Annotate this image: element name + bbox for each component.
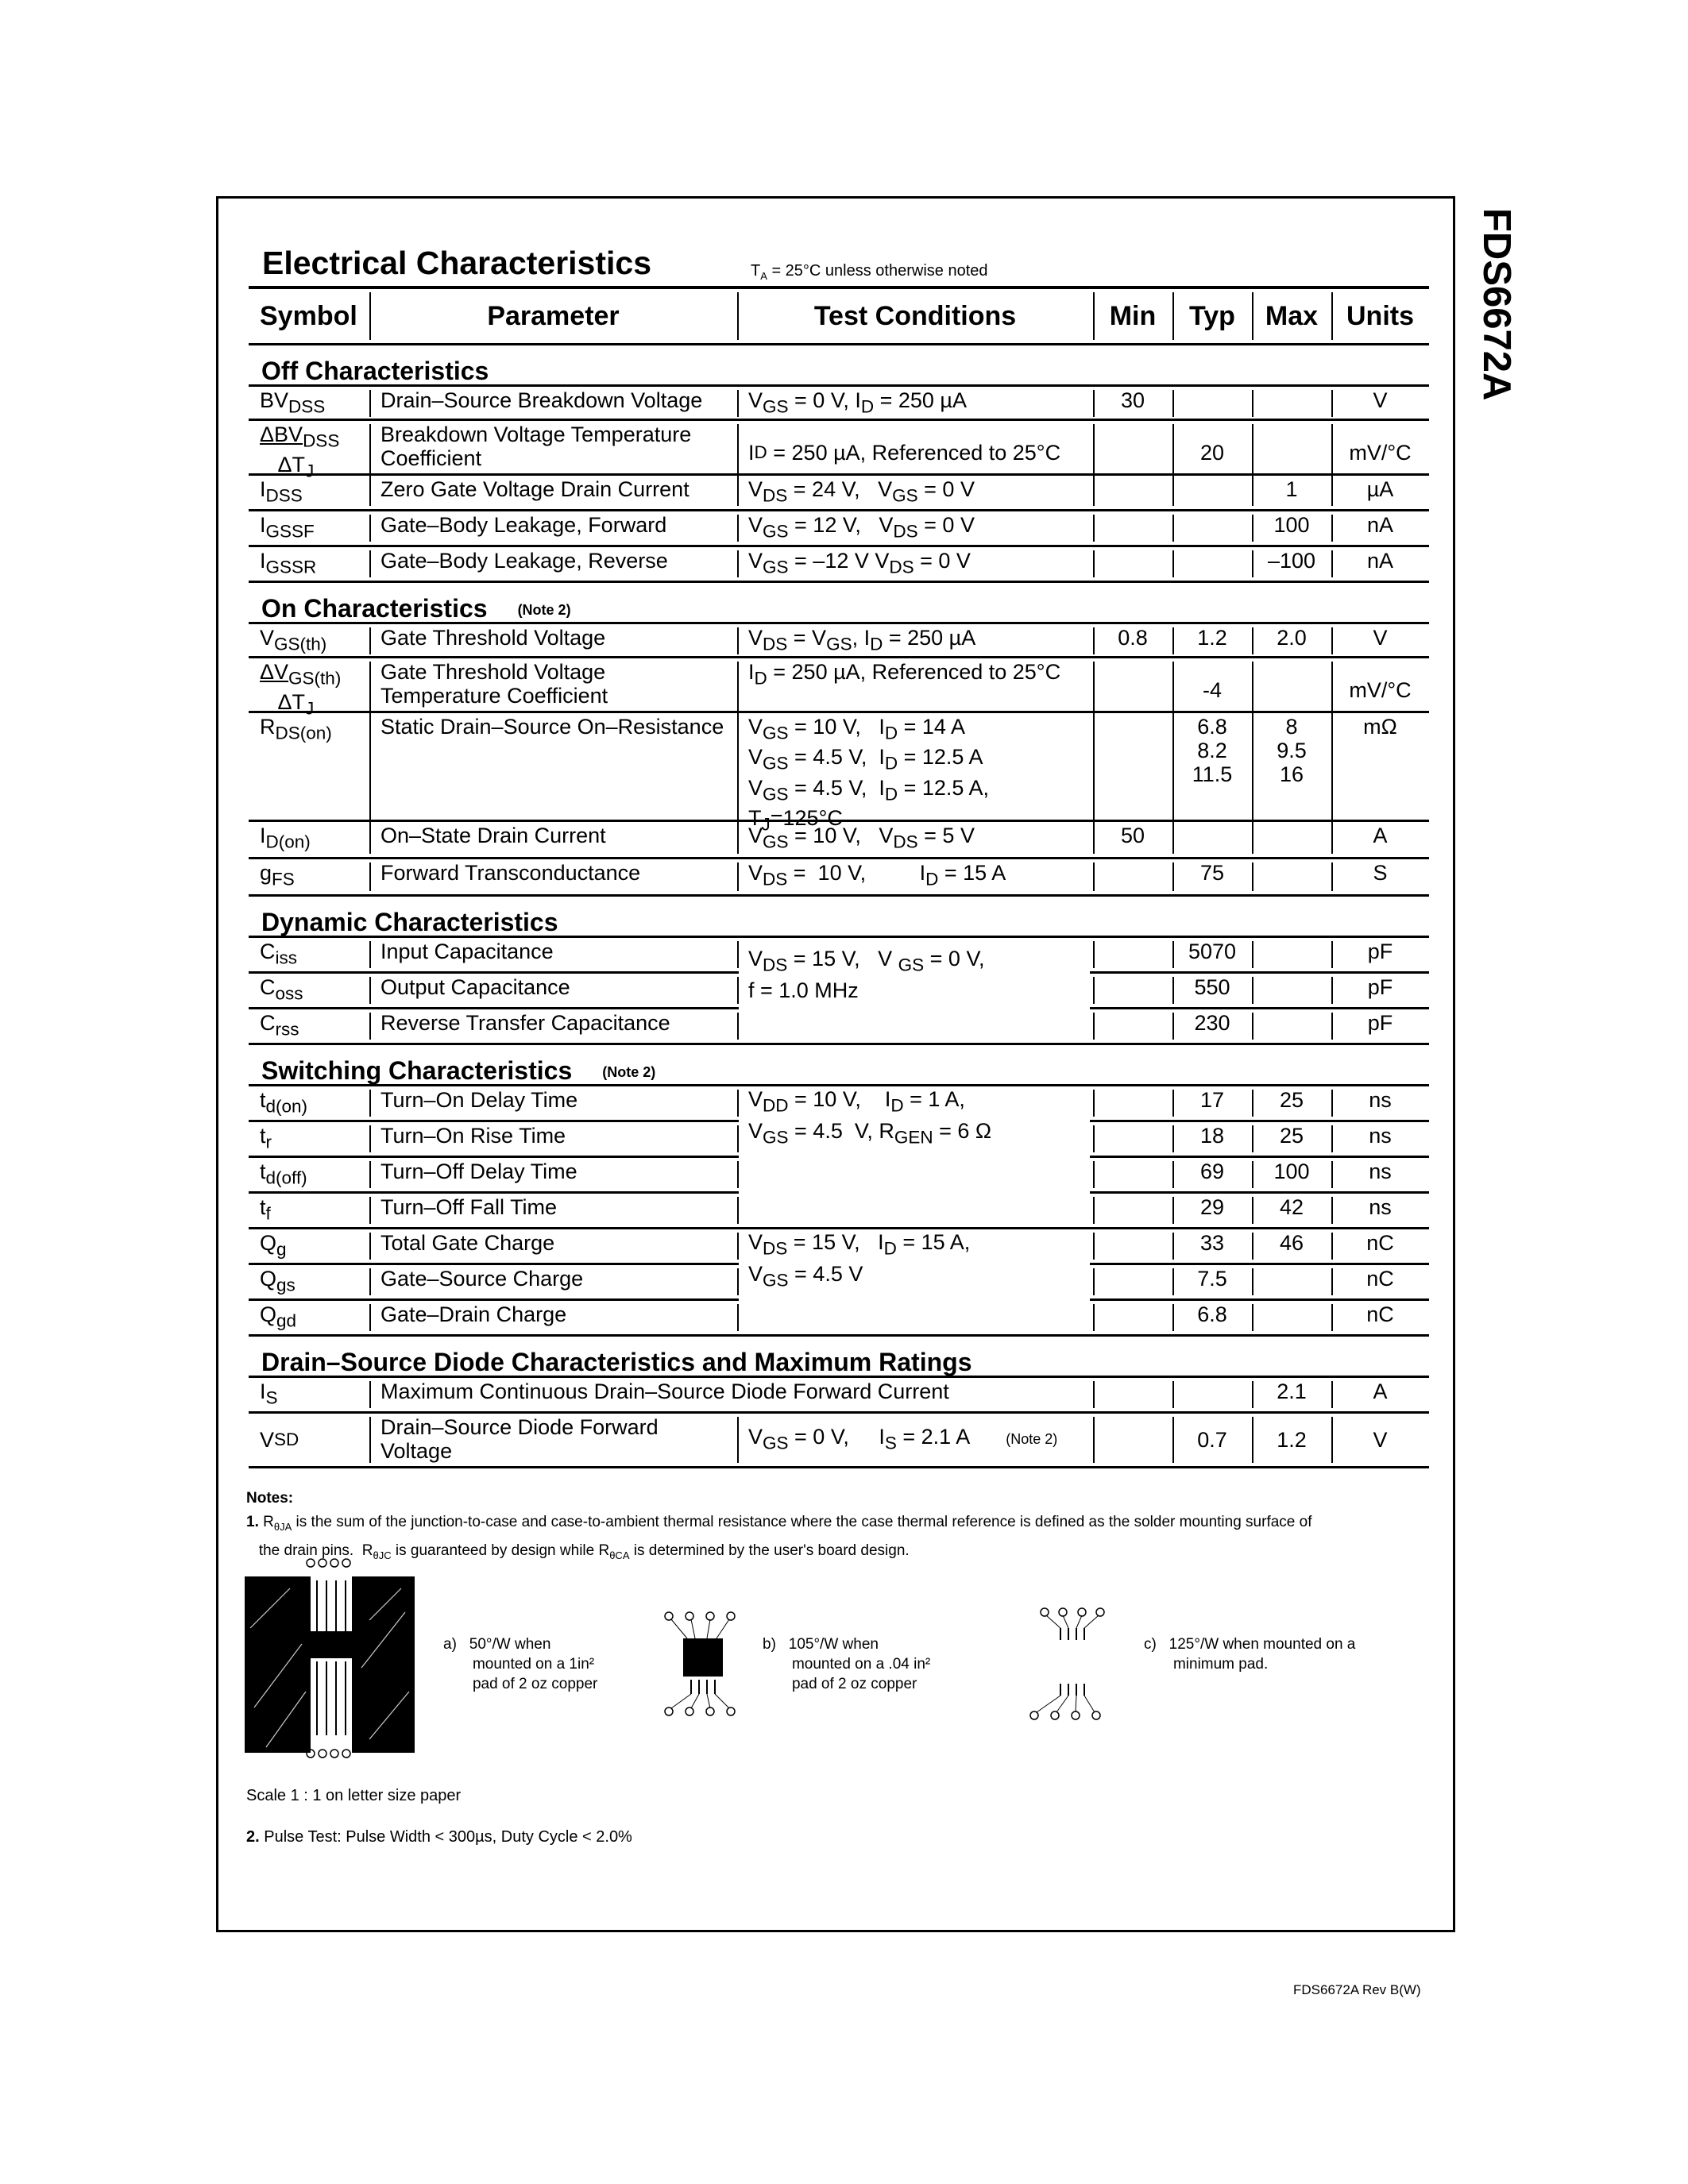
min-cell: 30 — [1093, 387, 1172, 420]
symbol-cell: $V_{GS(th)}$ — [260, 626, 327, 654]
pad-a-line: mounted on a 1in² — [472, 1656, 595, 1673]
table-row — [249, 1376, 1429, 1411]
cond-cell: $V_{GS} = -12$ V $V_{DS} = 0$ V — [737, 547, 1093, 581]
typ-cell — [1172, 387, 1252, 420]
note-2-text: Pulse Test: Pulse Width < 300µs, Duty Cycle < 2.0% — [264, 1828, 632, 1846]
pad-c-line: 125°/W when mounted on a — [1168, 1636, 1356, 1653]
cond-cell: $V_{GS} = 12$ V, $V_{DS} = 0$ V — [737, 511, 1093, 545]
param-cell: Gate Threshold Voltage — [369, 624, 737, 658]
unit-cell: A — [1331, 822, 1429, 857]
switching-conditions-1: $V_{DD} = 10$ V, $I_D = 1$ A, $V_{GS} = 4.5$ V, $R_{GEN} = 6$ Ω — [739, 1086, 1090, 1225]
min-cell — [1093, 1194, 1172, 1227]
param-cell: Maximum Continuous Drain–Source Diode Forward Current — [369, 1378, 1093, 1411]
param-cell: Turn–On Rise Time — [369, 1122, 737, 1156]
typ-cell: 18 — [1172, 1122, 1252, 1156]
symbol-cell: $I_S$ — [260, 1379, 278, 1408]
unit-cell: ns — [1331, 1122, 1429, 1156]
symbol-cell: $I_{DSS}$ — [260, 477, 303, 506]
pad-c-line: minimum pad. — [1172, 1656, 1269, 1673]
header-max: Max — [1252, 289, 1331, 343]
min-cell — [1093, 1009, 1172, 1043]
table-row — [249, 419, 1429, 481]
typ-cell — [1172, 822, 1252, 857]
notes-title: Notes: — [246, 1490, 294, 1507]
max-cell — [1252, 1265, 1331, 1298]
param-cell: Breakdown Voltage Temperature Coefficient — [369, 421, 737, 485]
cond-cell: $I_D = 250$ µA, Referenced to 25°C — [737, 658, 1093, 723]
min-cell — [1093, 1265, 1172, 1298]
typ-cell: 20 — [1172, 421, 1252, 485]
max-cell: 1 — [1252, 476, 1331, 509]
max-cell: 46 — [1252, 1229, 1331, 1263]
table-row — [249, 384, 1429, 419]
typ-cell: 29 — [1172, 1194, 1252, 1227]
symbol-cell: $t_{d(on)}$ — [260, 1088, 308, 1117]
diode-title: Drain–Source Diode Characteristics and Maximum Ratings — [261, 1348, 972, 1376]
unit-cell: nA — [1331, 547, 1429, 581]
typ-cell: -4 — [1172, 658, 1252, 723]
section-title: Electrical Characteristics — [262, 245, 651, 281]
unit-cell: ns — [1331, 1086, 1429, 1120]
min-cell — [1093, 1086, 1172, 1120]
pad-diagram-1in — [242, 1557, 421, 1763]
scale-note: Scale 1 : 1 on letter size paper — [246, 1787, 462, 1804]
unit-cell: µA — [1331, 476, 1429, 509]
pad-b-line: pad of 2 oz copper — [791, 1676, 917, 1692]
unit-cell: mV/°C — [1331, 421, 1429, 485]
on-characteristics-heading — [249, 581, 1429, 622]
pad-a-line: 50°/W when — [469, 1636, 551, 1653]
pad-a-label: a) — [443, 1636, 457, 1653]
typ-cell: 1.2 — [1172, 624, 1252, 658]
min-cell: 50 — [1093, 822, 1172, 857]
param-cell: Turn–Off Fall Time — [369, 1194, 737, 1227]
unit-cell: pF — [1331, 938, 1429, 971]
pad-b-line: mounted on a .04 in² — [791, 1656, 931, 1673]
unit-cell: pF — [1331, 974, 1429, 1007]
unit-cell: S — [1331, 859, 1429, 894]
header-min: Min — [1093, 289, 1172, 343]
param-cell: Output Capacitance — [369, 974, 737, 1007]
max-cell — [1252, 1301, 1331, 1334]
unit-cell: pF — [1331, 1009, 1429, 1043]
symbol-cell: $Q_g$ — [260, 1231, 287, 1260]
typ-cell: 6.8 — [1172, 1301, 1252, 1334]
max-cell: 1.2 — [1252, 1414, 1331, 1466]
unit-cell: nA — [1331, 511, 1429, 545]
cond-cell: $V_{DS} = V_{GS}$, $I_D = 250$ µA — [737, 624, 1093, 658]
symbol-cell: $C_{oss}$ — [260, 975, 303, 1004]
unit-cell: V — [1331, 387, 1429, 420]
min-cell — [1093, 1158, 1172, 1191]
header-units: Units — [1331, 289, 1429, 343]
dynamic-block — [249, 936, 1429, 1043]
max-cell — [1252, 387, 1331, 420]
typ-cell: 5070 — [1172, 938, 1252, 971]
max-value: 16 — [1279, 762, 1304, 786]
symbol-cell: $I_{GSSR}$ — [260, 549, 317, 577]
electrical-characteristics-table — [249, 286, 1429, 1468]
table-row — [249, 509, 1429, 545]
note-2-number: 2. — [246, 1828, 260, 1846]
diode-characteristics-heading — [249, 1334, 1429, 1376]
off-title: Off Characteristics — [261, 357, 489, 385]
header-typ: Typ — [1172, 289, 1252, 343]
min-cell — [1093, 1229, 1172, 1263]
max-cell: 2.1 — [1252, 1378, 1331, 1411]
symbol-cell: $Q_{gs}$ — [260, 1267, 295, 1295]
typ-cell — [1172, 1378, 1252, 1411]
pad-a-line: pad of 2 oz copper — [472, 1676, 598, 1692]
max-cell — [1252, 822, 1331, 857]
conditions-note: $T_A = 25^\circ C$ unless otherwise noted — [751, 262, 988, 282]
param-cell: Turn–Off Delay Time — [369, 1158, 737, 1191]
param-cell: Zero Gate Voltage Drain Current — [369, 476, 737, 509]
typ-cell: 75 — [1172, 859, 1252, 894]
param-cell: Gate Threshold Voltage Temperature Coefficient — [369, 658, 737, 723]
cond-note: (Note 2) — [1006, 1430, 1058, 1447]
switching-characteristics-heading — [249, 1043, 1429, 1084]
notes-block — [246, 1487, 1414, 1568]
symbol-cell: $I_{GSSF}$ — [260, 513, 315, 542]
symbol-cell: $I_{D(on)}$ — [260, 824, 311, 852]
typ-value: 11.5 — [1192, 762, 1233, 786]
symbol-cell: $\Delta BV_{DSS}$ $\Delta T_J$ — [260, 423, 340, 481]
cond-cell: $V_{GS} = 0$ V, $I_D = 250$ µA — [737, 387, 1093, 420]
note-1-number: 1. — [246, 1514, 259, 1530]
cond-cell: $V_{GS} = 10$ V, $V_{DS} = 5$ V — [737, 822, 1093, 857]
symbol-cell: $\Delta V_{GS(th)}$ $\Delta T_J$ — [260, 660, 342, 719]
typ-cell: 550 — [1172, 974, 1252, 1007]
param-cell: Input Capacitance — [369, 938, 737, 971]
param-cell: Drain–Source Diode Forward Voltage — [369, 1414, 737, 1466]
symbol-cell: $R_{DS(on)}$ — [260, 715, 332, 743]
table-header-row — [249, 286, 1429, 343]
param-cell: Forward Transconductance — [369, 859, 737, 894]
param-cell: Gate–Body Leakage, Forward — [369, 511, 737, 545]
min-cell — [1093, 547, 1172, 581]
param-cell: Gate–Drain Charge — [369, 1301, 737, 1334]
table-row — [249, 473, 1429, 509]
unit-cell: mV/°C — [1331, 658, 1429, 723]
symbol-cell: $BV_{DSS}$ — [260, 388, 326, 417]
param-cell: Gate–Body Leakage, Reverse — [369, 547, 737, 581]
max-cell: 100 — [1252, 1158, 1331, 1191]
unit-cell: nC — [1331, 1229, 1429, 1263]
cond-cell: $V_{DS} = 10$ V, $I_D = 15$ A — [737, 859, 1093, 894]
param-cell: Total Gate Charge — [369, 1229, 737, 1263]
header-test-conditions: Test Conditions — [737, 289, 1093, 343]
symbol-cell: $g_{FS}$ — [260, 861, 295, 889]
pad-b-label: b) — [763, 1636, 776, 1653]
cond-cell: I D = 250 µA, Referenced to 25°C — [737, 421, 1093, 485]
header-symbol: Symbol — [260, 301, 357, 331]
typ-value: 8.2 — [1197, 739, 1227, 762]
pad-diagram-minimum — [1025, 1604, 1120, 1731]
max-cell — [1252, 859, 1331, 894]
dynamic-conditions: $V_{DS} = 15$ V, V $_{GS}$ = 0 V, f = 1.0 MHz — [739, 938, 1090, 1040]
symbol-cell: $C_{rss}$ — [260, 1011, 299, 1040]
max-cell — [1252, 974, 1331, 1007]
param-cell: Gate–Source Charge — [369, 1265, 737, 1298]
typ-cell — [1172, 476, 1252, 509]
max-cell — [1252, 1009, 1331, 1043]
unit-cell: nC — [1331, 1301, 1429, 1334]
param-cell: Turn–On Delay Time — [369, 1086, 737, 1120]
switching-title: Switching Characteristics — [261, 1056, 573, 1085]
typ-cell: 0.7 — [1172, 1414, 1252, 1466]
min-cell — [1093, 1301, 1172, 1334]
pad-diagram-04in — [659, 1608, 755, 1727]
typ-cell: 17 — [1172, 1086, 1252, 1120]
unit-cell: A — [1331, 1378, 1429, 1411]
on-note: (Note 2) — [517, 602, 571, 619]
dynamic-characteristics-heading — [249, 894, 1429, 936]
max-cell — [1252, 938, 1331, 971]
pad-a-caption — [443, 1634, 597, 1694]
symbol-cell: $t_f$ — [260, 1195, 271, 1224]
table-row — [249, 1411, 1429, 1466]
switching-block — [249, 1084, 1429, 1334]
param-cell: Static Drain–Source On–Resistance — [369, 713, 737, 839]
max-cell: 25 — [1252, 1122, 1331, 1156]
symbol-cell: $t_r$ — [260, 1124, 272, 1152]
min-cell — [1093, 511, 1172, 545]
table-row — [249, 820, 1429, 857]
unit-cell: ns — [1331, 1158, 1429, 1191]
pad-b-line: 105°/W when — [788, 1636, 879, 1653]
max-cell: 2.0 — [1252, 624, 1331, 658]
part-number-title: FDS6672A — [1475, 208, 1518, 401]
table-row — [249, 857, 1429, 894]
typ-cell: 33 — [1172, 1229, 1252, 1263]
symbol-cell: $t_{d(off)}$ — [260, 1160, 307, 1188]
min-cell — [1093, 1414, 1172, 1466]
min-cell — [1093, 859, 1172, 894]
min-cell: 0.8 — [1093, 624, 1172, 658]
max-cell: 100 — [1252, 511, 1331, 545]
typ-cell: 69 — [1172, 1158, 1252, 1191]
header-parameter: Parameter — [369, 289, 737, 343]
max-cell: 25 — [1252, 1086, 1331, 1120]
unit-cell: nC — [1331, 1265, 1429, 1298]
pad-b-caption — [763, 1634, 930, 1694]
table-bottom-rule — [249, 1466, 1429, 1468]
symbol-cell: V SD — [260, 1428, 299, 1452]
switching-note: (Note 2) — [602, 1064, 656, 1081]
min-cell — [1093, 1122, 1172, 1156]
table-row — [249, 545, 1429, 581]
typ-cell: 7.5 — [1172, 1265, 1252, 1298]
min-cell — [1093, 476, 1172, 509]
min-cell — [1093, 974, 1172, 1007]
cond-cell: $V_{GS} = 0$ V, $I_S = 2.1$ A (Note 2) — [737, 1414, 1093, 1466]
symbol-cell: $Q_{gd}$ — [260, 1302, 297, 1331]
typ-cell — [1172, 547, 1252, 581]
switching-conditions-2: $V_{DS} = 15$ V, $I_D = 15$ A, $V_{GS} = 4.5$ V — [739, 1227, 1090, 1332]
table-row — [249, 622, 1429, 656]
unit-cell: ns — [1331, 1194, 1429, 1227]
symbol-cell: $C_{iss}$ — [260, 940, 297, 968]
param-cell: Drain–Source Breakdown Voltage — [369, 387, 737, 420]
pad-c-label: c) — [1144, 1636, 1157, 1653]
on-title: On Characteristics — [261, 594, 488, 623]
max-cell: –100 — [1252, 547, 1331, 581]
off-characteristics-heading — [249, 343, 1429, 384]
typ-cell — [1172, 511, 1252, 545]
typ-cell: 230 — [1172, 1009, 1252, 1043]
max-cell: 42 — [1252, 1194, 1331, 1227]
max-value: 8 — [1285, 715, 1298, 739]
pad-c-caption — [1144, 1634, 1355, 1674]
max-value: 9.5 — [1277, 739, 1307, 762]
cond-cell: $V_{DS} = 24$ V, $V_{GS} = 0$ V — [737, 476, 1093, 509]
table-row — [249, 711, 1429, 835]
min-cell — [1093, 938, 1172, 971]
unit-cell: V — [1331, 624, 1429, 658]
cond-cell: $V_{GS} = 10$ V, $I_D = 14$ A $V_{GS} = 4.5$ V, $I_D = 12.5$ A $V_{GS} = 4.5$ V, $I_D = 12.5$ A, $T_J=125^\circ C$ — [737, 713, 1093, 839]
note-2 — [246, 1828, 632, 1846]
unit-cell: mΩ — [1331, 713, 1429, 839]
footer-revision: FDS6672A Rev B(W) — [1293, 1982, 1421, 1997]
param-cell: Reverse Transfer Capacitance — [369, 1009, 737, 1043]
note-1: 1. $R_{\theta JA}$ is the sum of the junction-to-case and case-to-ambient thermal resistance where the case thermal reference is defined as the solder mounting surface of the drain pins. $R_{\theta JC}$ is guaranteed by design while $R_{\theta CA}$ is determined by the user's board design. — [246, 1514, 1312, 1561]
table-row — [249, 656, 1429, 719]
dynamic-title: Dynamic Characteristics — [261, 908, 558, 936]
param-cell: On–State Drain Current — [369, 822, 737, 857]
unit-cell: V — [1331, 1414, 1429, 1466]
typ-value: 6.8 — [1197, 715, 1227, 739]
min-cell — [1093, 1378, 1172, 1411]
